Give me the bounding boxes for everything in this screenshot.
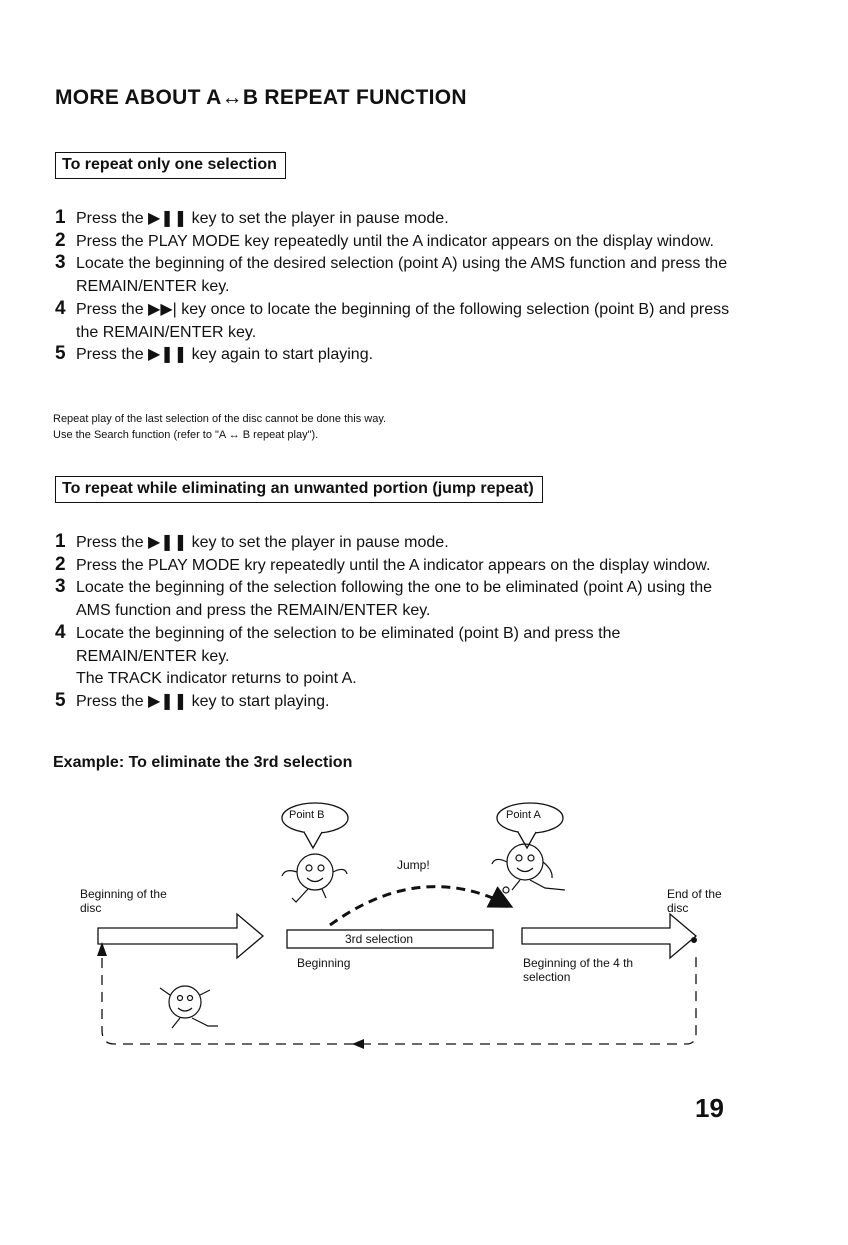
step-item (55, 299, 735, 344)
page-number: 19 (695, 1093, 724, 1123)
step-number: 1 (55, 207, 66, 228)
beginning-of-4th-selection-label: Beginning of the 4 th selection (523, 956, 634, 984)
step-item (55, 253, 735, 298)
step-item (55, 691, 735, 714)
jump-arc-arrow (330, 887, 508, 925)
step-number: 2 (55, 229, 66, 251)
character-figure-a (492, 844, 565, 893)
jump-repeat-diagram (0, 790, 848, 1060)
step-number: 1 (55, 531, 66, 552)
section-heading-jump-repeat: To repeat while eliminating an unwanted portion (jump repeat) (55, 476, 543, 503)
step-number: 4 (55, 621, 66, 643)
point-b-label: Point B (289, 809, 325, 821)
character-figure-b (282, 854, 347, 902)
step-number: 4 (55, 297, 66, 319)
step-item (55, 577, 735, 622)
step-number: 5 (55, 689, 66, 711)
step-text: Press the PLAY MODE kry repeatedly until the A indicator appears on the display window. (76, 556, 711, 574)
steps-list-jump-repeat (55, 532, 735, 714)
step-item (55, 344, 735, 367)
step-text: Press the ▶❚❚ key to start playing. (76, 692, 330, 710)
note-line: Repeat play of the last selection of the disc cannot be done this way. (53, 413, 387, 425)
third-selection-label: 3rd selection (345, 932, 414, 946)
step-text: Press the ▶❚❚ key to set the player in pause mode. (76, 534, 449, 551)
step-text: Press the PLAY MODE key repeatedly until the A indicator appears on the display window. (76, 232, 714, 250)
right-play-arrow (522, 914, 697, 958)
step-item (55, 532, 735, 555)
step-text: Press the ▶❚❚ key to set the player in pause mode. (76, 210, 449, 227)
step-number: 5 (55, 343, 66, 365)
step-item (55, 208, 735, 231)
step-text: Press the ▶❚❚ key again to start playing. (76, 346, 374, 364)
jump-label: Jump! (397, 858, 430, 872)
steps-list-repeat-one (55, 208, 735, 367)
point-a-label: Point A (506, 809, 541, 821)
step-text: Locate the beginning of the selection following the one to be eliminated (point A) using the AMS function and press the REMAIN/ENTER key. (76, 579, 712, 620)
beginning-of-disc-label: Beginning of the disc (80, 887, 167, 915)
step-item (55, 555, 735, 578)
page-title: MORE ABOUT A↔B REPEAT FUNCTION (55, 86, 467, 109)
note-line: Use the Search function (refer to "A ↔ B repeat play"). (53, 429, 319, 441)
beginning-label: Beginning (297, 956, 351, 970)
step-number: 3 (55, 252, 66, 274)
step-number: 3 (55, 576, 66, 598)
diagram-graphics (0, 790, 848, 1060)
step-text: Press the ▶▶| key once to locate the beginning of the following selection (point B) and press the REMAIN/ENTER key. (76, 300, 730, 341)
character-figure-running (160, 986, 218, 1028)
example-heading: Example: To eliminate the 3rd selection (53, 754, 353, 771)
step-item (55, 623, 735, 691)
return-arrowhead-left (352, 1039, 364, 1049)
step-item (55, 231, 735, 254)
step-text: Locate the beginning of the desired selection (point A) using the AMS function and press the REMAIN/ENTER key. (76, 255, 728, 296)
step-extra-text: The TRACK indicator returns to point A. (76, 670, 357, 688)
section-heading-repeat-one: To repeat only one selection (55, 152, 286, 179)
step-text: Locate the beginning of the selection to be eliminated (point B) and press the REMAIN/ENTER key. (76, 624, 621, 665)
step-number: 2 (55, 553, 66, 575)
left-play-arrow (98, 914, 263, 958)
end-of-disc-label: End of the disc (667, 887, 722, 915)
